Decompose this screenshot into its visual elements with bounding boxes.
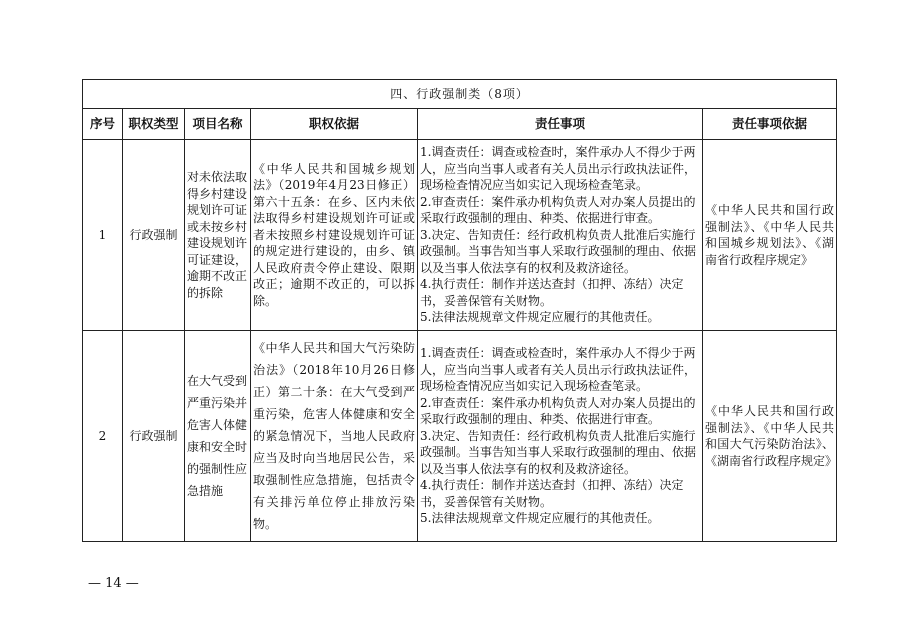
row-index: 2 [83, 331, 123, 542]
header-item-name: 项目名称 [185, 109, 251, 140]
row-power-basis: 《中华人民共和国大气污染防治法》（2018年10月26日修正）第二十条：在大气受到严重污染，危害人体健康和安全的紧急情况下，当地人民政府应当及时向当地居民公告，采取强制性应急措施，包括责令有关排污单位停止排放污染物。 [251, 331, 418, 542]
header-power-type: 职权类型 [123, 109, 185, 140]
row-power-type: 行政强制 [123, 331, 185, 542]
row-power-type: 行政强制 [123, 140, 185, 331]
row-index: 1 [83, 140, 123, 331]
row-power-basis: 《中华人民共和国城乡规划法》（2019年4月23日修正）第六十五条：在乡、区内未依法取得乡村建设规划许可证或者未按照乡村建设规划许可证的规定进行建设的，由乡、镇人民政府责令停止建设、限期改正；逾期不改正的，可以拆除。 [251, 140, 418, 331]
power-list-table [82, 79, 837, 542]
header-power-basis: 职权依据 [251, 109, 418, 140]
header-responsibility-basis: 责任事项依据 [703, 109, 837, 140]
responsibility-item: 4.执行责任：制作并送达查封（扣押、冻结）决定书，妥善保管有关财物。 [420, 277, 684, 308]
row-responsibilities [418, 140, 703, 331]
table-row [83, 140, 837, 331]
responsibility-item: 3.决定、告知责任：经行政机构负责人批准后实施行政强制。当事告知当事人采取行政强制的理由、依据以及当事人依法享有的权利及救济途径。 [420, 428, 697, 476]
header-responsibilities: 责任事项 [418, 109, 703, 140]
row-responsibility-basis: 《中华人民共和国行政强制法》、《中华人民共和国城乡规划法》、《湖南省行政程序规定》 [703, 140, 837, 331]
responsibility-item: 4.执行责任：制作并送达查封（扣押、冻结）决定书，妥善保管有关财物。 [420, 478, 684, 509]
row-responsibilities [418, 331, 703, 542]
responsibility-item: 5.法律法规规章文件规定应履行的其他责任。 [420, 310, 660, 325]
header-index: 序号 [83, 109, 123, 140]
responsibility-item: 3.决定、告知责任：经行政机构负责人批准后实施行政强制。当事告知当事人采取行政强制的理由、依据以及当事人依法享有的权利及救济途径。 [420, 227, 697, 275]
header-row [83, 109, 837, 140]
row-item-name: 对未依法取得乡村建设规划许可证或未按乡村建设规划许可证建设，逾期不改正的拆除 [185, 140, 251, 331]
table-row [83, 331, 837, 542]
responsibility-item: 1.调查责任：调查或检查时，案件承办人不得少于两人，应当向当事人或者有关人员出示行政执法证件，现场检查情况应当如实记入现场检查笔录。 [420, 346, 697, 394]
responsibility-item: 5.法律法规规章文件规定应履行的其他责任。 [420, 511, 660, 526]
page-number: — 14 — [88, 576, 139, 591]
section-title: 四、行政强制类（8项） [83, 80, 837, 109]
row-responsibility-basis: 《中华人民共和国行政强制法》、《中华人民共和国大气污染防治法》、《湖南省行政程序规定》 [703, 331, 837, 542]
section-title-row [83, 80, 837, 109]
responsibility-item: 2.审查责任：案件承办机构负责人对办案人员提出的采取行政强制的理由、种类、依据进行审查。 [420, 194, 696, 226]
row-item-name: 在大气受到严重污染并危害人体健康和安全时的强制性应急措施 [185, 331, 251, 542]
responsibility-item: 2.审查责任：案件承办机构负责人对办案人员提出的采取行政强制的理由、种类、依据进行审查。 [420, 395, 696, 427]
responsibility-item: 1.调查责任：调查或检查时，案件承办人不得少于两人，应当向当事人或者有关人员出示行政执法证件，现场检查情况应当如实记入现场检查笔录。 [420, 145, 697, 193]
